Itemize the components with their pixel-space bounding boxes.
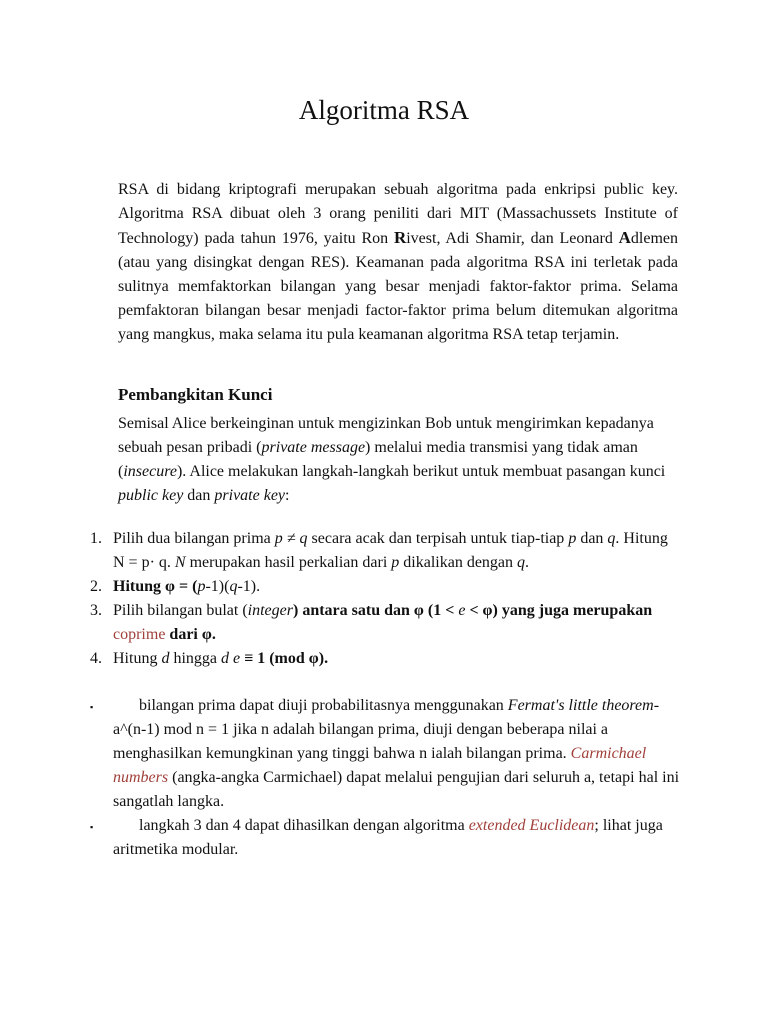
bullet-text: - a^(n-1) mod n = 1 jika n adalah bilangan prima, diuji dengan beberapa nilai a menghasilkan kemungkinan yang tinggi bahwa n ialah bilangan prima. xyxy=(113,697,660,762)
step-text: ≡ 1 (mod φ). xyxy=(240,650,329,667)
bullet-italic: Fermat's little theorem xyxy=(507,697,654,714)
bullet-text: langkah 3 dan 4 dapat dihasilkan dengan algoritma xyxy=(139,817,469,834)
intro-a-initial: A xyxy=(618,228,631,247)
step-text: . xyxy=(525,554,530,571)
step-text: -1)( xyxy=(205,578,230,595)
step-math: p xyxy=(568,530,577,547)
list-item xyxy=(90,527,680,575)
step-text: secara acak dan terpisah untuk tiap-tiap xyxy=(307,530,569,547)
step-text: Hitung φ = ( xyxy=(113,578,198,595)
step-math: integer xyxy=(247,602,293,619)
bullet-text: bilangan prima dapat diuji probabilitasnya menggunakan xyxy=(139,697,508,714)
para2-text-1: Semisal Alice berkeinginan untuk mengizinkan Bob untuk mengirimkan kepadanya sebuah pesan pribadi ( xyxy=(118,415,654,456)
para2-text-5: : xyxy=(285,487,290,504)
extended-euclidean-link[interactable]: extended Euclidean xyxy=(468,817,595,834)
step-math: p ≠ q xyxy=(274,530,308,547)
bullet-text: (angka-angka Carmichael) dapat melalui pengujian dari seluruh a, tetapi hal ini sangatlah langka. xyxy=(113,769,680,810)
notes-list xyxy=(90,694,680,862)
step-math: N xyxy=(174,554,186,571)
page-title: Algoritma RSA xyxy=(298,95,470,125)
list-item xyxy=(90,575,680,599)
key-generation-paragraph xyxy=(118,412,678,508)
intro-text-3: dlemen (atau yang disingkat dengan RES). Keamanan pada algoritma RSA ini terletak pada sulitnya memfaktorkan bilangan yang besar menjadi faktor-faktor prima. Selama pemfaktoran bilangan besar menjadi factor-faktor prima belum ditemukan algoritma yang mangkus, maka selama itu pula keamanan algoritma RSA tetap terjamin. xyxy=(118,230,679,343)
step-text: dari φ. xyxy=(165,626,216,643)
square-bullet-icon: ▪ xyxy=(90,702,94,712)
list-item xyxy=(90,814,680,862)
steps-list xyxy=(90,527,680,671)
para2-text-4: dan xyxy=(183,487,215,504)
step-math: p xyxy=(197,578,206,595)
step-text: dikalikan dengan xyxy=(399,554,518,571)
step-number: 1. xyxy=(90,530,102,547)
para2-italic-2: insecure xyxy=(123,463,177,480)
intro-r-initial: R xyxy=(393,228,407,247)
list-item xyxy=(90,599,680,647)
step-number: 3. xyxy=(90,602,102,619)
step-math: q xyxy=(607,530,616,547)
step-text: ) antara satu dan φ (1 < xyxy=(292,602,459,619)
step-text: hingga xyxy=(169,650,221,667)
list-item xyxy=(90,694,680,814)
step-math: e xyxy=(458,602,466,619)
para2-italic-4: private key xyxy=(214,487,286,504)
step-math: q xyxy=(517,554,526,571)
step-number: 4. xyxy=(90,650,102,667)
square-bullet-icon: ▪ xyxy=(90,822,94,832)
step-math: q xyxy=(229,578,238,595)
intro-paragraph xyxy=(118,178,678,347)
carmichael-numbers-link[interactable]: Carmichael numbers xyxy=(113,745,647,786)
step-text: merupakan hasil perkalian dari xyxy=(185,554,392,571)
step-text: Pilih bilangan bulat ( xyxy=(113,602,248,619)
para2-italic-3: public key xyxy=(118,487,184,504)
step-text: < φ) yang juga merupakan xyxy=(465,602,653,619)
coprime-link[interactable]: coprime xyxy=(113,626,166,643)
step-math: d xyxy=(161,650,170,667)
step-math: p xyxy=(391,554,400,571)
intro-text-1: RSA di bidang kriptografi merupakan sebuah algoritma pada enkripsi public key. Algoritma RSA dibuat oleh 3 orang peniliti dari MIT (Massachussets Institute of Technology) pada tahun 1976, yaitu Ron xyxy=(118,181,678,247)
step-text: dan xyxy=(576,530,608,547)
step-text: Pilih dua bilangan prima xyxy=(113,530,275,547)
step-text: . Hitung N = p· q. xyxy=(113,530,668,571)
step-math: d e xyxy=(221,650,241,667)
step-text: -1). xyxy=(237,578,261,595)
section-heading: Pembangkitan Kunci xyxy=(118,385,273,404)
para2-text-3: ). Alice melakukan langkah-langkah berikut untuk membuat pasangan kunci xyxy=(176,463,666,480)
list-item xyxy=(90,647,680,671)
intro-text-2: ivest, Adi Shamir, dan Leonard xyxy=(406,230,619,247)
para2-italic-1: private message xyxy=(261,439,366,456)
bullet-text: ; lihat juga aritmetika modular. xyxy=(113,817,663,858)
para2-text-2: ) melalui media transmisi yang tidak aman ( xyxy=(118,439,638,480)
step-text: Hitung xyxy=(113,650,162,667)
step-number: 2. xyxy=(90,578,102,595)
